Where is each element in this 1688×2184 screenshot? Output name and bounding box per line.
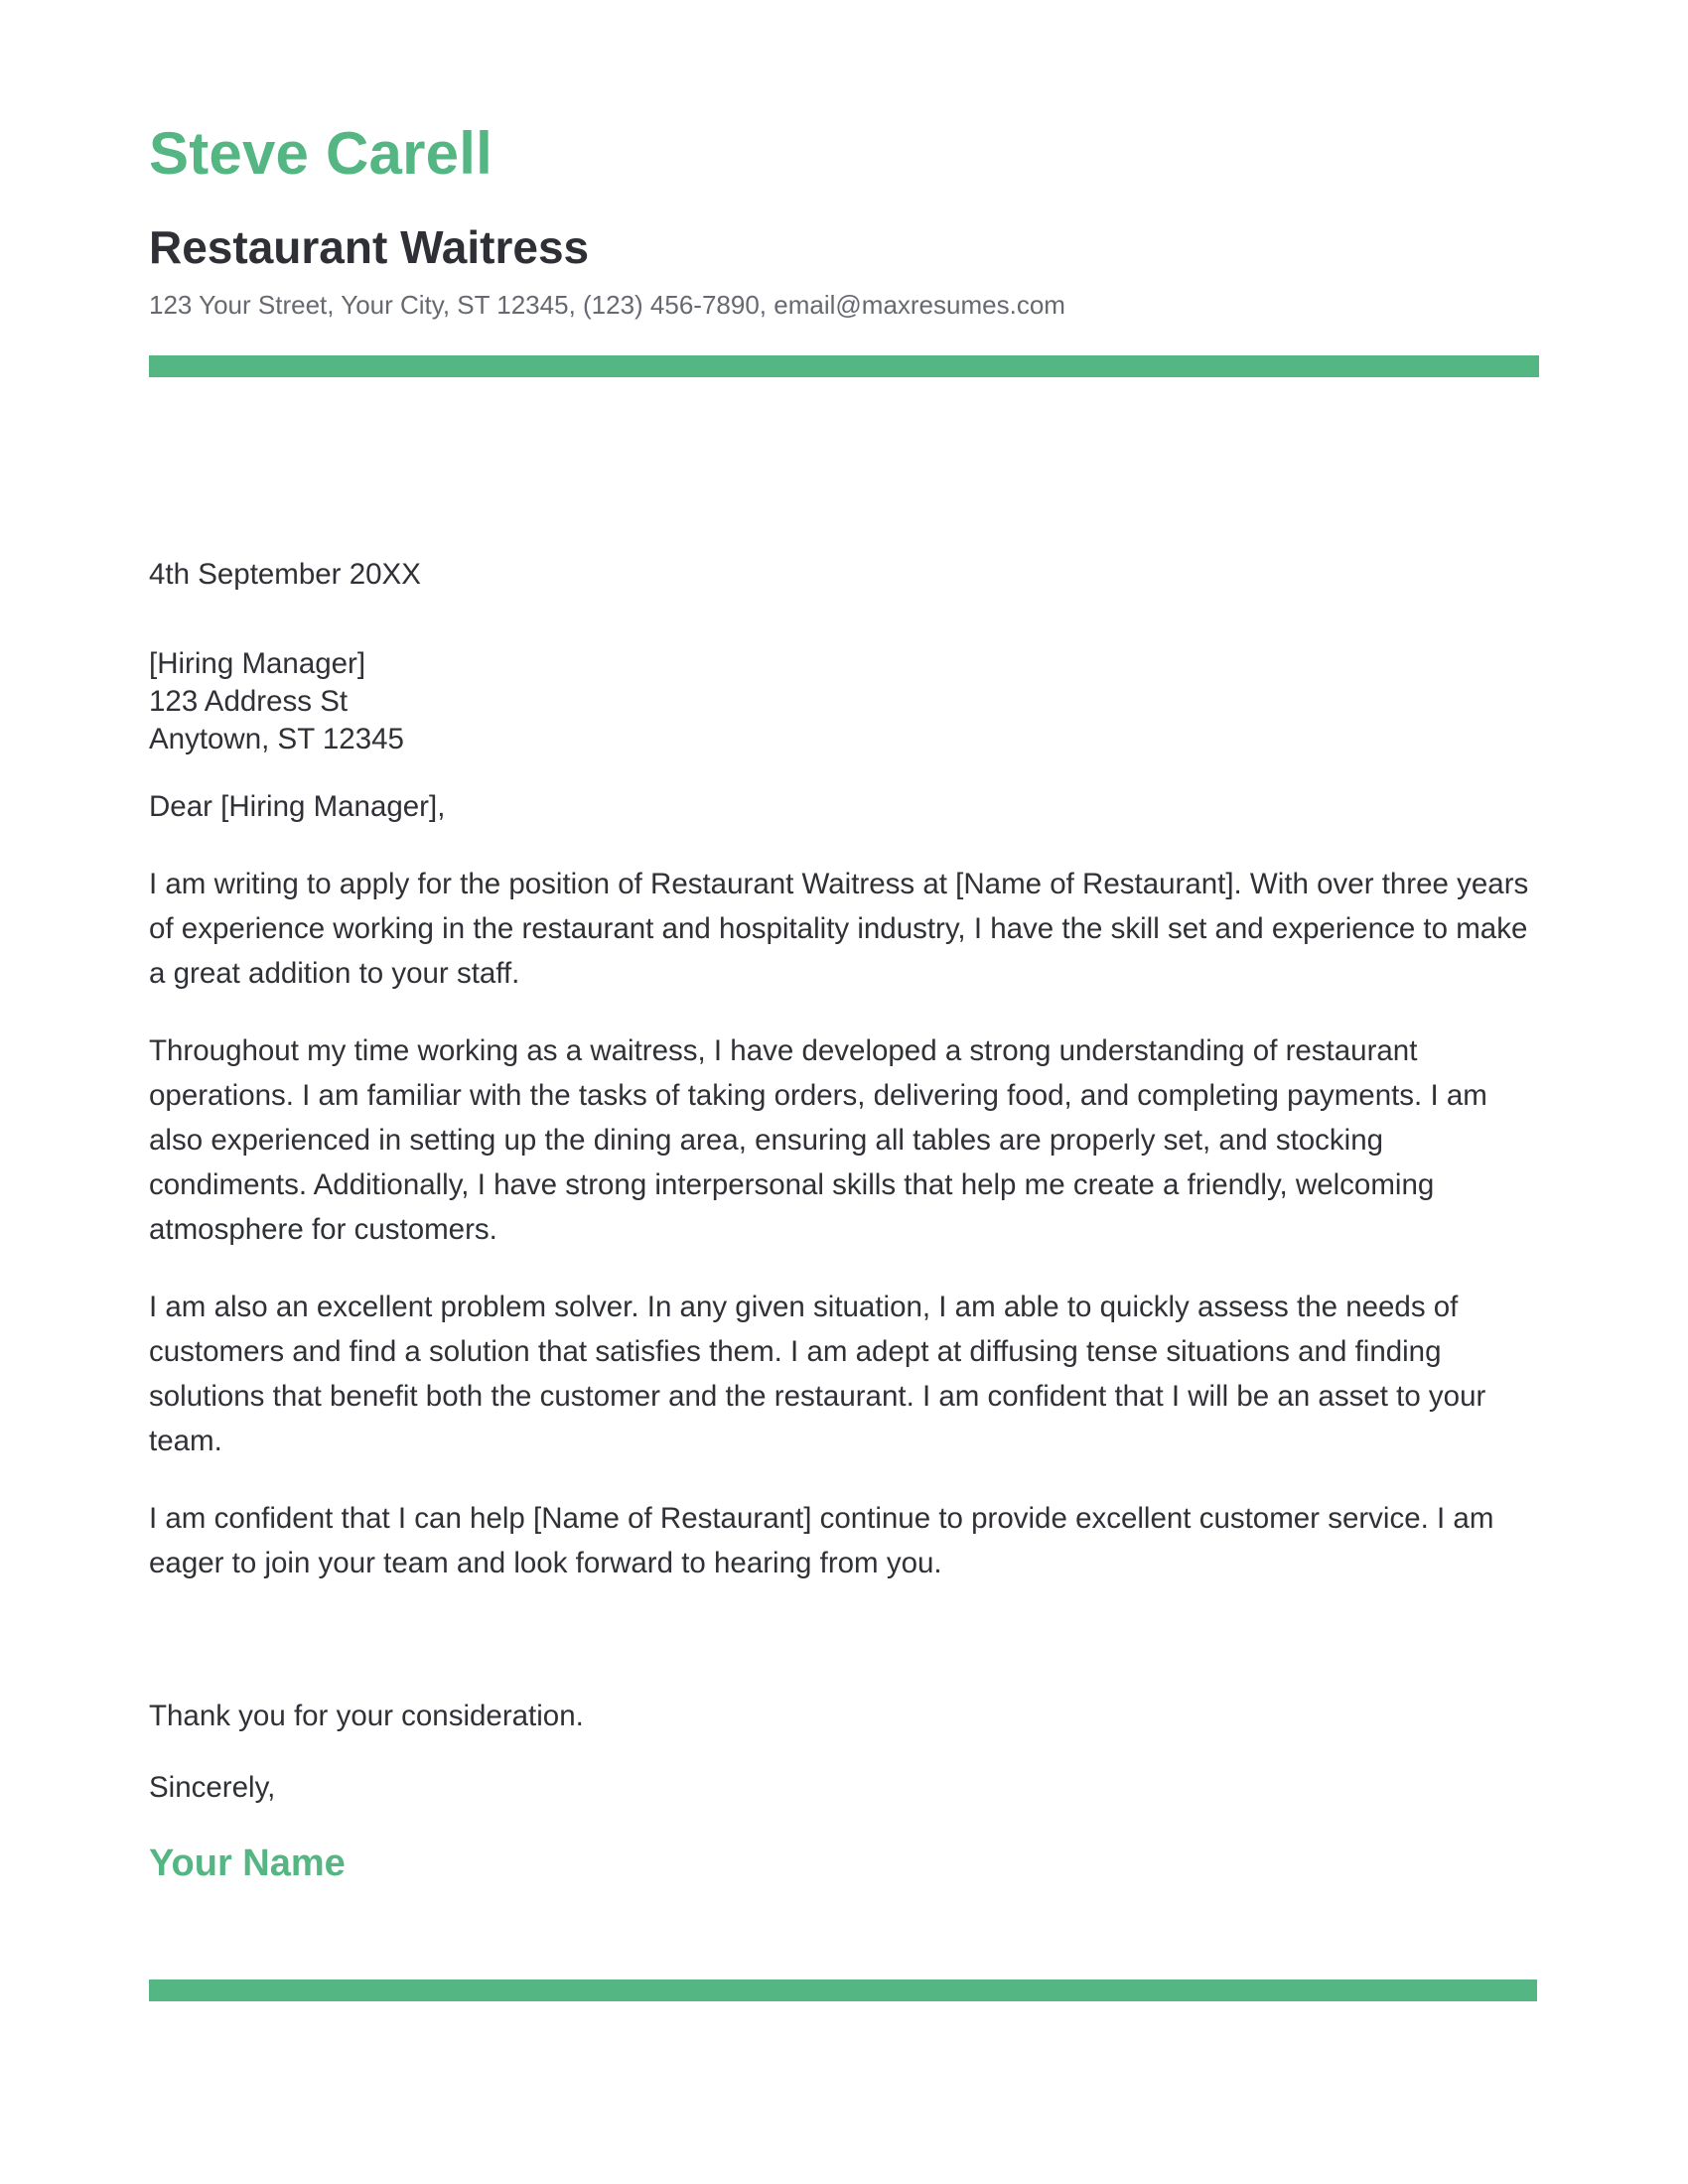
recipient-name: [Hiring Manager]	[149, 647, 366, 680]
thanks-line: Thank you for your consideration.	[149, 1700, 584, 1732]
body-paragraph-1: I am writing to apply for the position of Restaurant Waitress at [Name of Restaurant]. With over three years of experience working in the restaurant and hospitality industry, I have the skill set and experience to make a great addition to your staff.	[149, 868, 1529, 990]
job-title: Restaurant Waitress	[149, 221, 590, 273]
letter-date: 4th September 20XX	[149, 558, 421, 591]
salutation: Dear [Hiring Manager],	[149, 790, 446, 823]
recipient-address	[149, 645, 404, 758]
signature-name: Your Name	[149, 1843, 346, 1884]
footer-divider	[149, 1979, 1537, 2001]
closing-line: Sincerely,	[149, 1771, 276, 1804]
body-paragraph-2: Throughout my time working as a waitress, I have developed a strong understanding of restaurant operations. I am familiar with the tasks of taking orders, delivering food, and completing payments. I am also experienced in setting up the dining area, ensuring all tables are properly set, and stocking condiments. Additionally, I have strong interpersonal skills that help me create a friendly, welcoming atmosphere for customers.	[149, 1034, 1487, 1246]
applicant-name: Steve Carell	[149, 120, 492, 187]
contact-info: 123 Your Street, Your City, ST 12345, (123) 456-7890, email@maxresumes.com	[149, 290, 1065, 320]
letter-body	[149, 862, 1539, 1618]
recipient-city: Anytown, ST 12345	[149, 723, 404, 755]
recipient-street: 123 Address St	[149, 685, 349, 718]
body-paragraph-4: I am confident that I can help [Name of Restaurant] continue to provide excellent customer service. I am eager to join your team and look forward to hearing from you.	[149, 1502, 1494, 1579]
body-paragraph-3: I am also an excellent problem solver. In any given situation, I am able to quickly assess the needs of customers and find a solution that satisfies them. I am adept at diffusing tense situations and finding solutions that benefit both the customer and the restaurant. I am confident that I will be an asset to your team.	[149, 1291, 1486, 1457]
header-divider	[149, 355, 1539, 377]
